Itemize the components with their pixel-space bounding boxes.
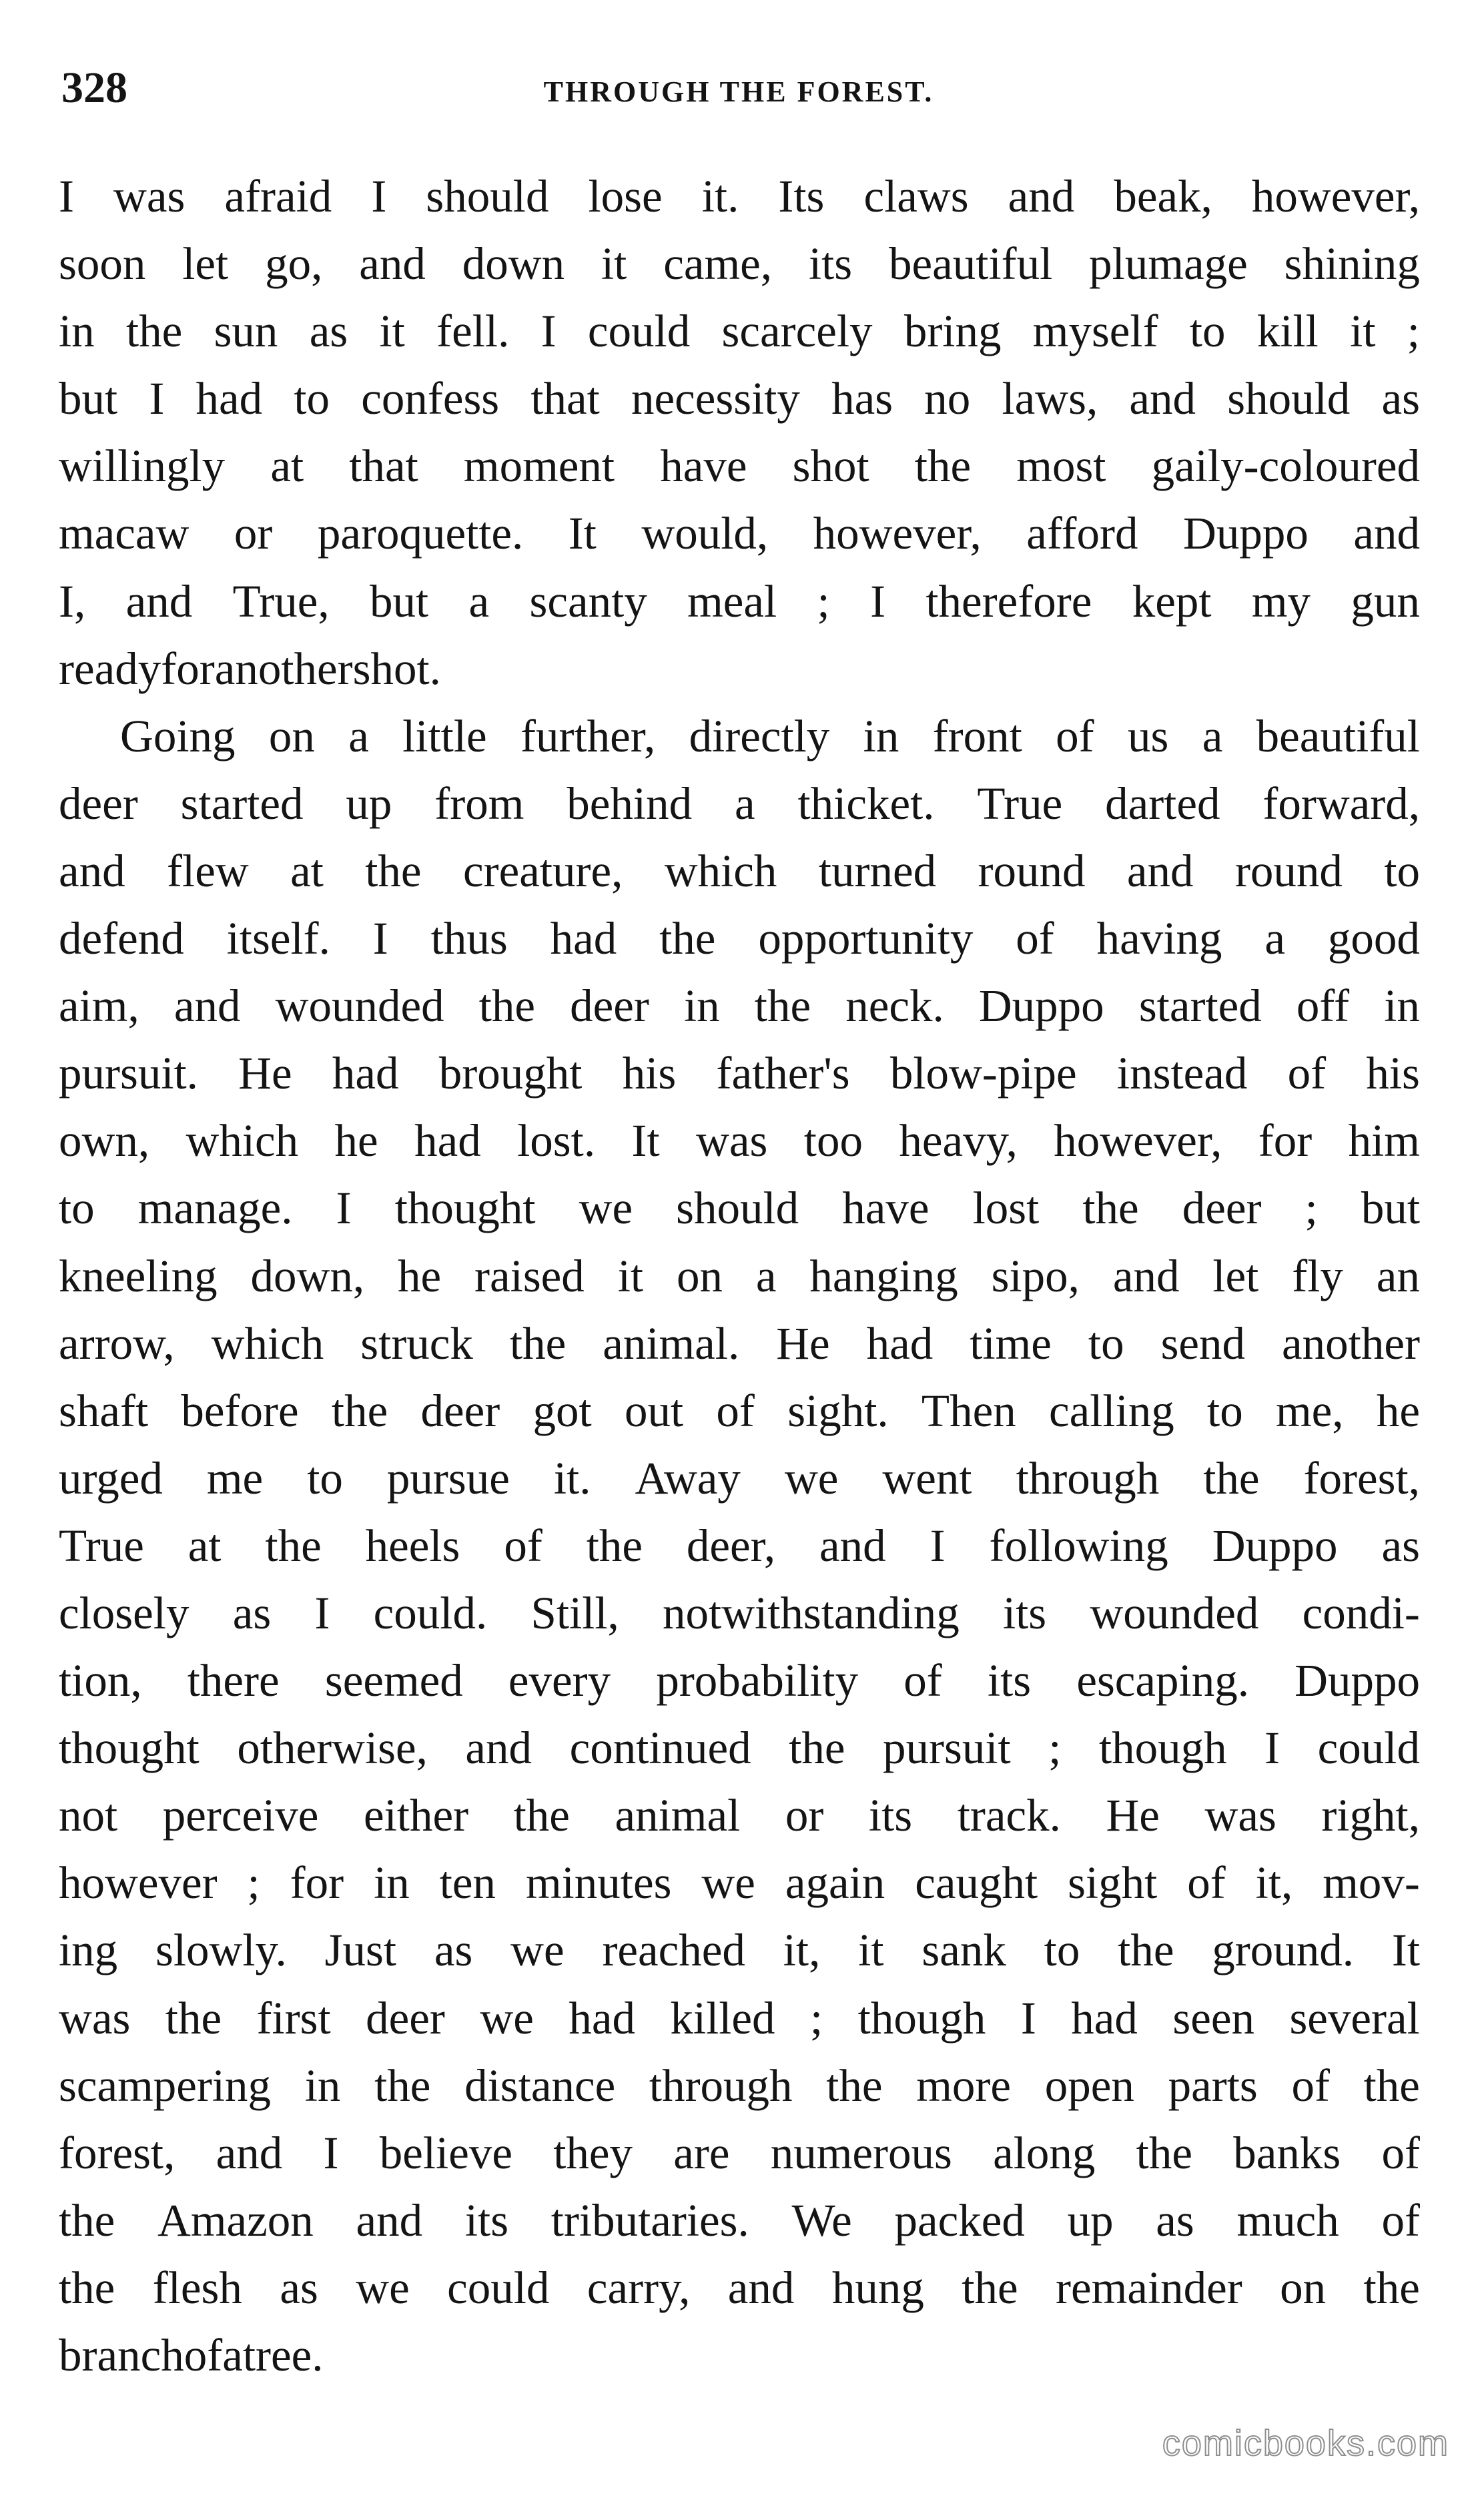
text-line: I, and True, but a scanty meal ; I therefore kept my gun (59, 575, 1420, 627)
running-title: THROUGH THE FOREST. (543, 75, 934, 108)
text-line: ready for another shot. (59, 643, 441, 694)
text-line: but I had to confess that necessity has no laws, and should as (59, 373, 1420, 424)
paragraph (59, 703, 1420, 2389)
text-line: aim, and wounded the deer in the neck. Duppo started off in (59, 980, 1420, 1032)
text-line: thought otherwise, and continued the pursuit ; though I could (59, 1723, 1420, 1774)
running-head (61, 61, 1416, 115)
text-line: own, which he had lost. It was too heavy, however, for him (59, 1115, 1420, 1167)
body-text (59, 163, 1420, 2389)
text-line: shaft before the deer got out of sight. Then calling to me, he (59, 1385, 1420, 1436)
text-line: soon let go, and down it came, its beautiful plumage shining (59, 238, 1420, 290)
text-line: defend itself. I thus had the opportunity of having a good (59, 913, 1420, 964)
text-line: in the sun as it fell. I could scarcely bring myself to kill it ; (59, 306, 1420, 357)
text-line: forest, and I believe they are numerous along the banks of (59, 2127, 1420, 2178)
page-number: 328 (61, 63, 127, 112)
text-line: was the first deer we had killed ; though I had seen several (59, 1992, 1420, 2044)
text-line: tion, there seemed every probability of its escaping. Duppo (59, 1655, 1420, 1706)
text-line: macaw or paroquette. It would, however, afford Duppo and (59, 508, 1420, 559)
text-line: urged me to pursue it. Away we went through the forest, (59, 1452, 1420, 1504)
paragraph (59, 163, 1420, 703)
text-line: closely as I could. Still, notwithstanding its wounded condi- (59, 1587, 1420, 1638)
text-line: and flew at the creature, which turned round and round to (59, 845, 1420, 896)
text-line: ing slowly. Just as we reached it, it sank to the ground. It (59, 1925, 1420, 1976)
text-line: branch of a tree. (59, 2330, 324, 2381)
text-line: deer started up from behind a thicket. True darted forward, (59, 777, 1420, 829)
text-line: the flesh as we could carry, and hung the remainder on the (59, 2262, 1420, 2313)
text-line: pursuit. He had brought his father's blow-pipe instead of his (59, 1048, 1420, 1099)
text-line: however ; for in ten minutes we again caught sight of it, mov- (59, 1857, 1420, 1909)
text-line: kneeling down, he raised it on a hanging sipo, and let fly an (59, 1250, 1420, 1301)
watermark-logo: comicbooks.com (1162, 2423, 1449, 2463)
text-line: to manage. I thought we should have lost the deer ; but (59, 1183, 1420, 1234)
text-line: not perceive either the animal or its track. He was right, (59, 1790, 1420, 1841)
text-line: True at the heels of the deer, and I following Duppo as (59, 1520, 1420, 1571)
text-line: scampering in the distance through the more open parts of the (59, 2060, 1420, 2111)
text-line: arrow, which struck the animal. He had time to send another (59, 1317, 1420, 1369)
text-line: the Amazon and its tributaries. We packed up as much of (59, 2194, 1420, 2246)
text-line: I was afraid I should lose it. Its claws and beak, however, (59, 171, 1420, 222)
text-line: willingly at that moment have shot the most gaily-coloured (59, 440, 1420, 492)
text-line: Going on a little further, directly in front of us a beautiful (120, 710, 1420, 761)
